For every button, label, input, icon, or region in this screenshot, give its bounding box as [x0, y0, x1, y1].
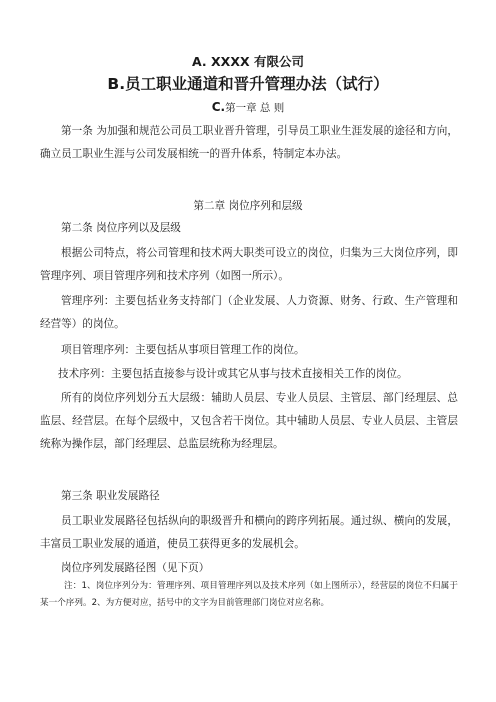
chapter-2-heading: 第二章 岗位序列和层级	[193, 200, 303, 212]
paragraph-technical-sequence: 技术序列：主要包括直接参与设计或其它从事与技术直接相关工作的岗位。	[58, 368, 408, 380]
article-1: 第一条 为加强和规范公司员工职业晋升管理，引导员工职业生涯发展的途径和方向，确立员工职业生涯与公司发展相统一的晋升体系，特制定本办法。	[40, 125, 458, 160]
paragraph-levels: 所有的岗位序列划分五大层级：辅助人员层、专业人员层、主管层、部门经理层、总监层、经营层。在每个层级中，又包含若干岗位。其中辅助人员层、专业人员层、主管层统称为操作层，部门经理层、总监层统称为经理层。	[40, 392, 458, 450]
chapter-1-text: 第一章 总 则	[225, 102, 285, 114]
article-3-heading: 第三条 职业发展路径	[61, 490, 160, 502]
chapter-1-heading	[0, 100, 496, 115]
paragraph-figure-reference: 岗位序列发展路径图（见下页）	[61, 562, 210, 574]
footnote: 注：1、岗位序列分为：管理序列、项目管理序列以及技术序列（如上图所示），经营层的岗位不归属于某一个序列。2、为方便对应，括号中的文字为目前管理部门岗位对应名称。	[40, 581, 458, 608]
document-title: B.员工职业通道和晋升管理办法（试行）	[107, 75, 389, 93]
company-name: A. XXXX 有限公司	[192, 54, 304, 69]
chapter-1-label: C.	[211, 100, 226, 114]
paragraph-project-sequence: 项目管理序列：主要包括从事项目管理工作的岗位。	[61, 344, 305, 356]
paragraph-career-path: 员工职业发展路径包括纵向的职级晋升和横向的跨序列拓展。通过纵、横向的发展，丰富员工职业发展的通道，使员工获得更多的发展机会。	[40, 515, 458, 550]
article-2-heading: 第二条 岗位序列以及层级	[61, 222, 181, 234]
paragraph-sequences: 根据公司特点，将公司管理和技术两大职类可设立的岗位，归集为三大岗位序列，即管理序列、项目管理序列和技术序列（如图一所示）。	[40, 247, 458, 282]
paragraph-management-sequence: 管理序列：主要包括业务支持部门（企业发展、人力资源、财务、行政、生产管理和经营等）的岗位。	[40, 295, 458, 330]
